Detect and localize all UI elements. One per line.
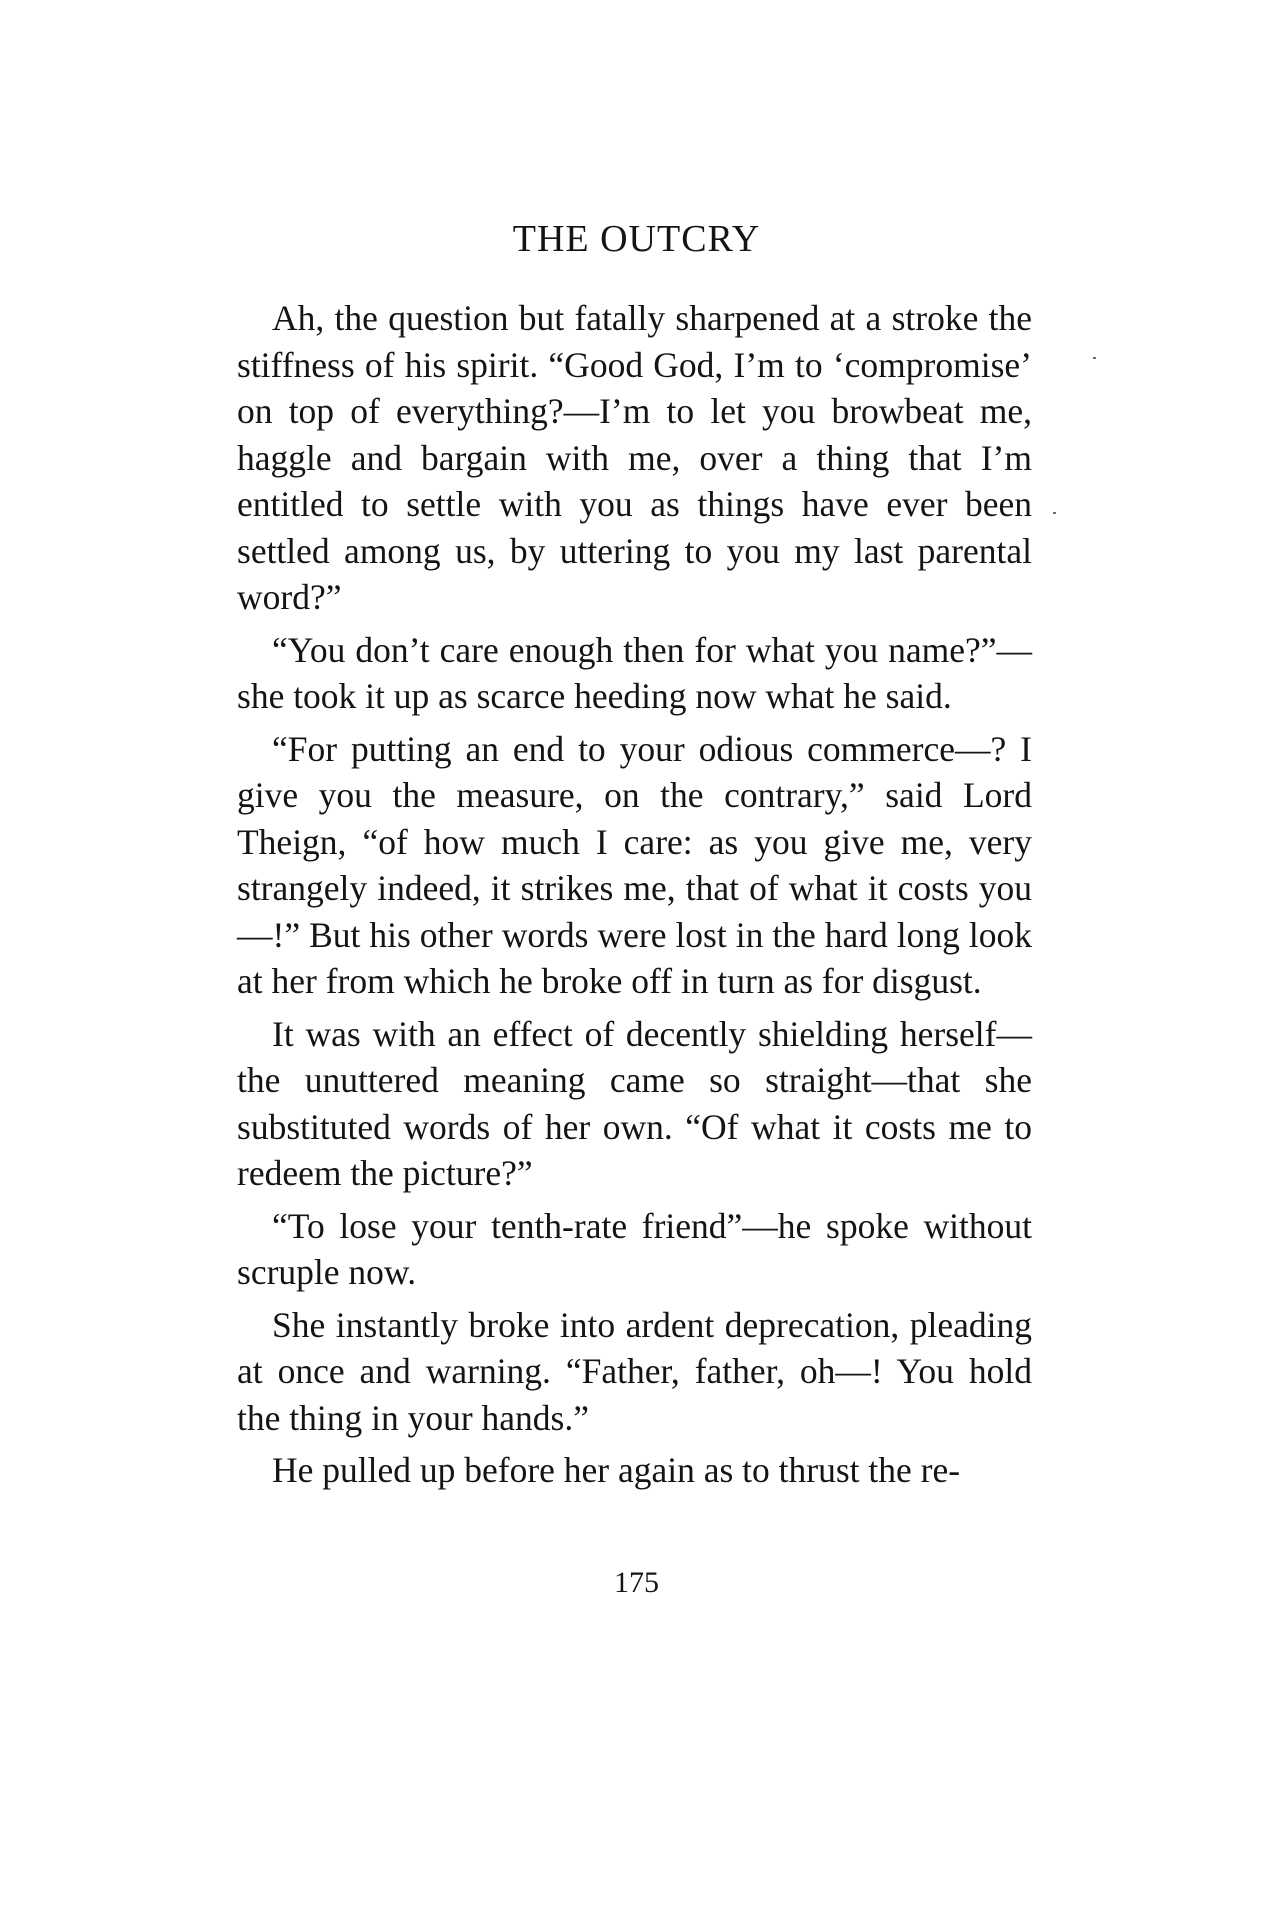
paragraph: It was with an effect of decently shielding herself—the unuttered meaning came so straight—that she substituted words of her own. “Of what it costs me to redeem the picture?”: [237, 1013, 1032, 1193]
margin-speck: [1053, 512, 1056, 514]
paragraph: She instantly broke into ardent deprecation, pleading at once and warning. “Father, father, oh—! You hold the thing in your hands.”: [237, 1304, 1032, 1438]
page-number: 175: [614, 1566, 659, 1599]
body-text: [237, 295, 1032, 1500]
paragraph: “You don’t care enough then for what you name?”—she took it up as scarce heeding now what he said.: [237, 629, 1032, 716]
paragraph: Ah, the question but fatally sharpened at a stroke the stiffness of his spirit. “Good God, I’m to ‘compromise’ on top of everything?—I’m to let you browbeat me, haggle and bargain with me, over a thing that I’m entitled to settle with you as things have ever been settled among us, by uttering to you my last parental word?”: [237, 298, 1032, 617]
paragraph: “To lose your tenth-rate friend”—he spoke without scruple now.: [237, 1205, 1032, 1292]
paragraph: “For putting an end to your odious commerce—? I give you the measure, on the contrary,” said Lord Theign, “of how much I care: as you give me, very strangely indeed, it strikes me, that of what it costs you—!” But his other words were lost in the hard long look at her from which he broke off in turn as for disgust.: [237, 728, 1032, 1001]
running-title: THE OUTCRY: [512, 218, 761, 260]
paragraph: He pulled up before her again as to thrust the re-: [272, 1450, 961, 1490]
margin-speck: [1093, 357, 1096, 359]
